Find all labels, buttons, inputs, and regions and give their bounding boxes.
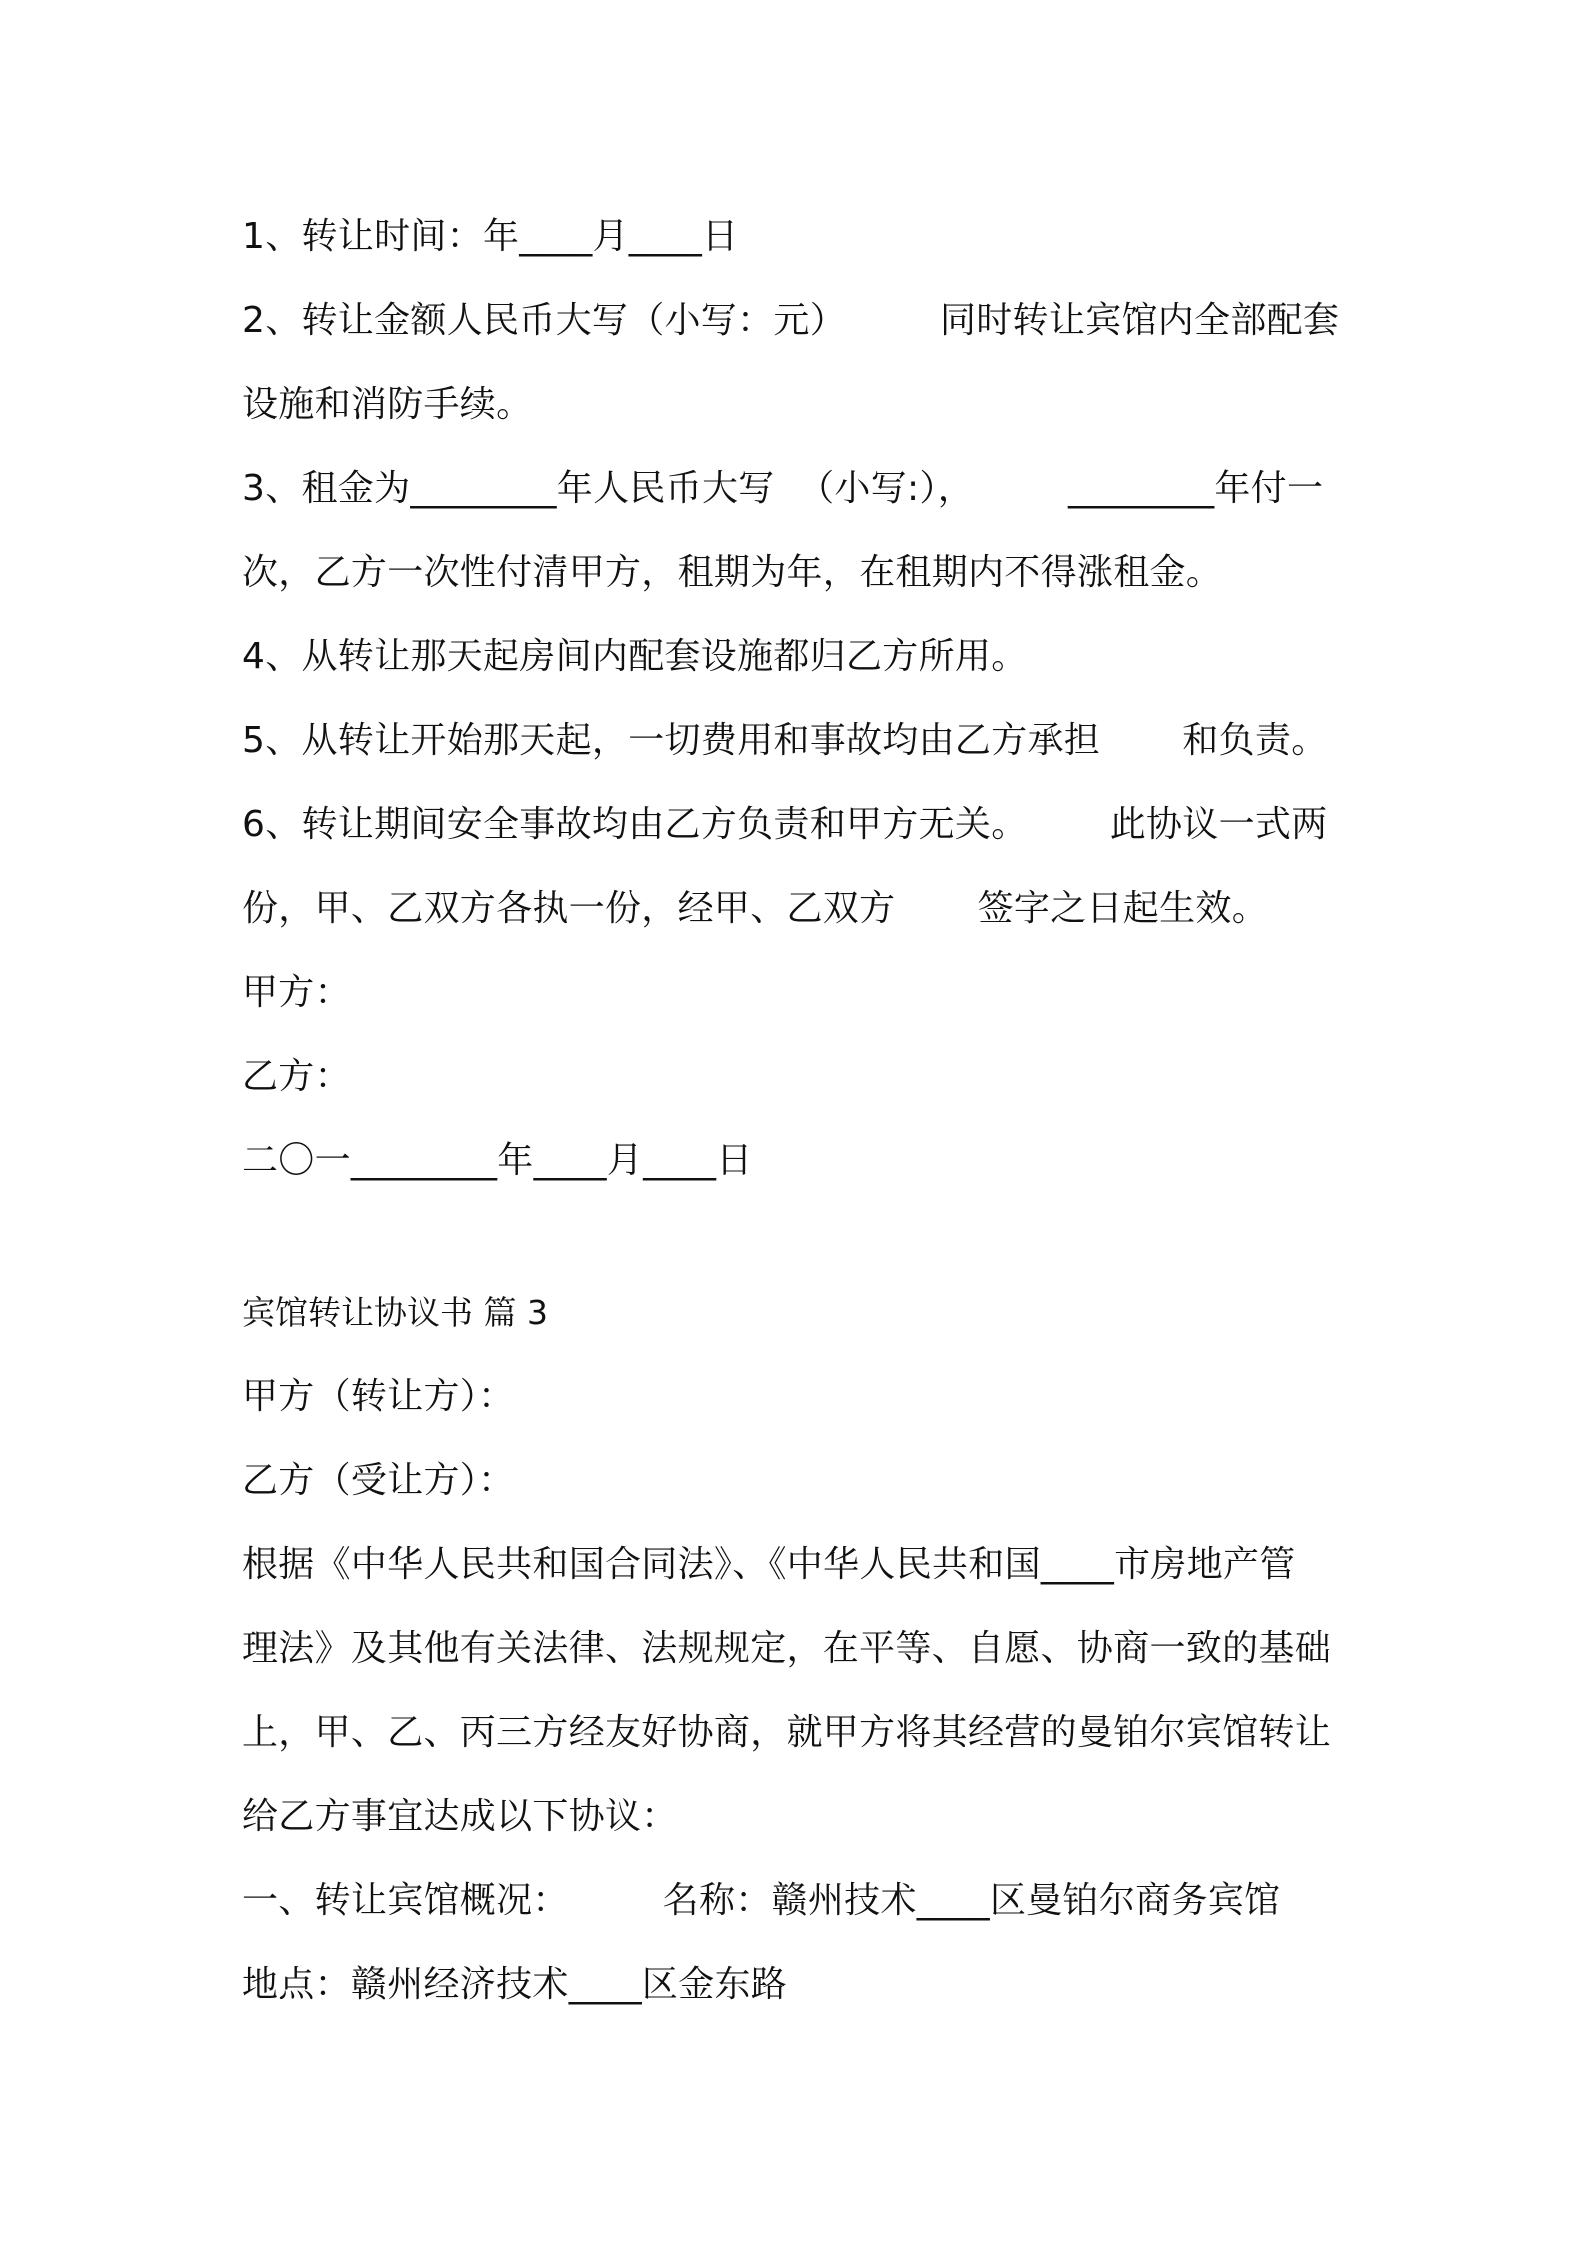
party-a-transferor: 甲方（转让方）： xyxy=(242,1376,515,1417)
party-a-signature: 甲方： xyxy=(242,972,351,1013)
transfer-time-line: 1、转让时间：年____月____日 xyxy=(242,216,739,257)
section-title: 宾馆转让协议书 篇 3 xyxy=(242,1293,548,1332)
rent-line-cont: 次，乙方一次性付清甲方，租期为年，在租期内不得涨租金。 xyxy=(242,552,1223,593)
safety-line-cont: 份，甲、乙双方各执一份，经甲、乙双方 签字之日起生效。 xyxy=(242,888,1269,929)
signing-date: 二〇一________年____月____日 xyxy=(242,1140,753,1181)
party-b-transferee: 乙方（受让方）： xyxy=(242,1460,515,1501)
legal-basis-line-3: 上，甲、乙、丙三方经友好协商，就甲方将其经营的曼铂尔宾馆转让 xyxy=(242,1712,1332,1753)
transfer-amount-line: 2、转让金额人民币大写（小写：元） 同时转让宾馆内全部配套 xyxy=(242,300,1340,341)
document-body xyxy=(242,195,1362,2027)
legal-basis-line-2: 理法》及其他有关法律、法规规定，在平等、自愿、协商一致的基础 xyxy=(242,1628,1332,1669)
hotel-address-line: 地点：赣州经济技术____区金东路 xyxy=(242,1964,788,2005)
expenses-line: 5、从转让开始那天起，一切费用和事故均由乙方承担 和负责。 xyxy=(242,720,1328,761)
transfer-amount-line-cont: 设施和消防手续。 xyxy=(242,384,533,425)
party-b-signature: 乙方： xyxy=(242,1056,351,1097)
safety-line: 6、转让期间安全事故均由乙方负责和甲方无关。 此协议一式两 xyxy=(242,804,1328,845)
section-gap xyxy=(242,1203,1362,1271)
rent-line: 3、租金为________年人民币大写 （小写:）， ________年付一 xyxy=(242,468,1324,509)
legal-basis-line: 根据《中华人民共和国合同法》、《中华人民共和国____市房地产管 xyxy=(242,1544,1296,1585)
facilities-line: 4、从转让那天起房间内配套设施都归乙方所用。 xyxy=(242,636,1028,677)
legal-basis-line-4: 给乙方事宜达成以下协议： xyxy=(242,1796,678,1837)
hotel-overview-line: 一、转让宾馆概况： 名称：赣州技术____区曼铂尔商务宾馆 xyxy=(242,1880,1281,1921)
